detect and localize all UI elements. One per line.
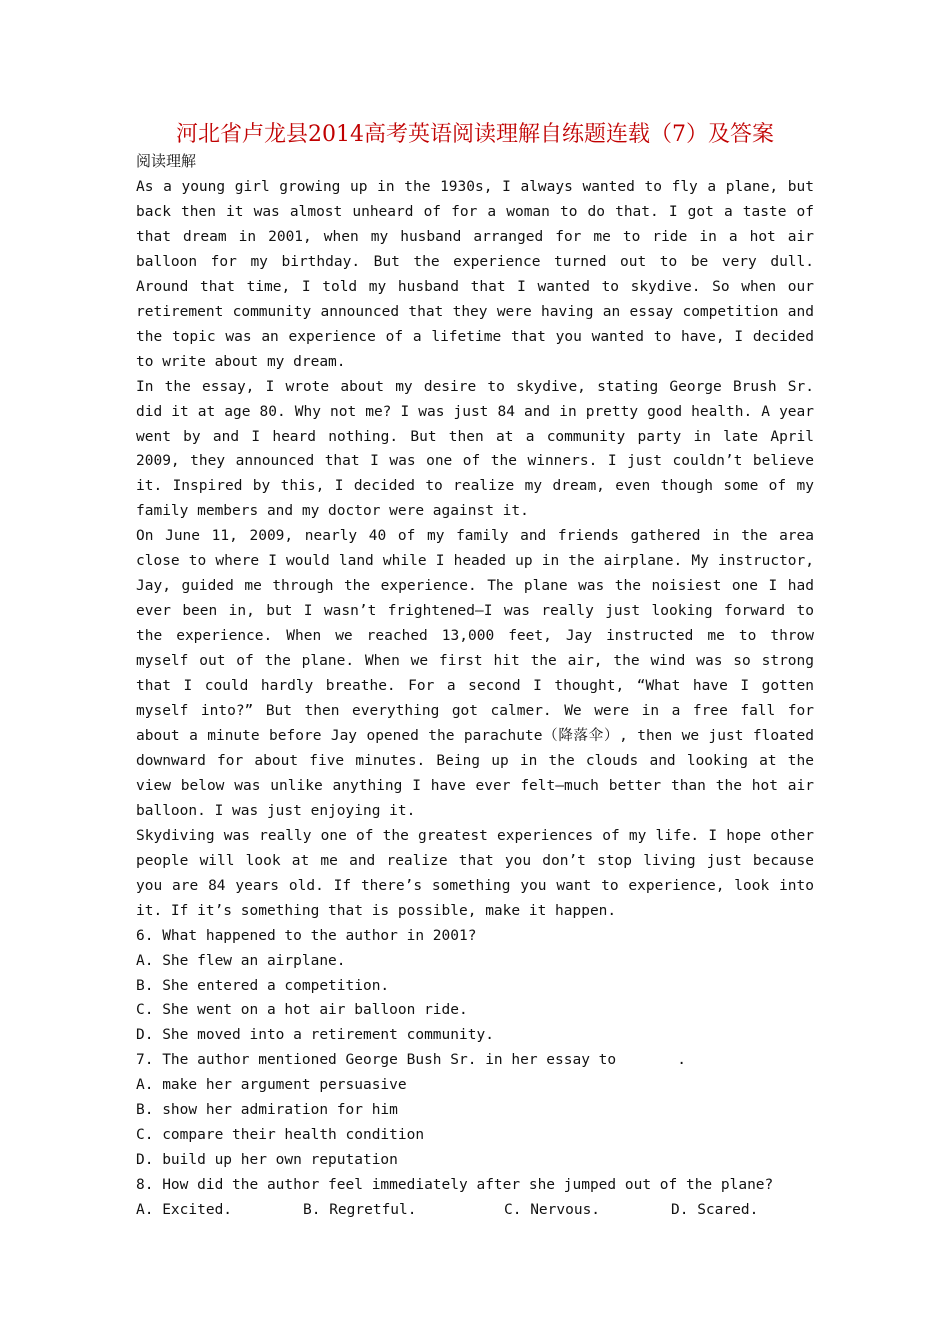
answer-option: D. build up her own reputation (136, 1152, 398, 1169)
question-stem: 7. The author mentioned George Bush Sr. in her essay to . (136, 1052, 686, 1069)
question-7 (136, 1048, 814, 1173)
answer-option: A. She flew an airplane. (136, 952, 346, 969)
document-title: 河北省卢龙县2014高考英语阅读理解自练题连载（7）及答案 (176, 122, 774, 147)
answer-option: D. Scared. (671, 1202, 759, 1219)
answer-option: B. show her admiration for him (136, 1102, 398, 1119)
section-label: 阅读理解 (136, 152, 197, 170)
answer-options-row (136, 1198, 814, 1223)
answer-option: C. compare their health condition (136, 1127, 425, 1144)
answer-option: C. She went on a hot air balloon ride. (136, 1002, 468, 1019)
question-stem: 6. What happened to the author in 2001? (136, 927, 477, 944)
question-stem: 8. How did the author feel immediately after she jumped out of the plane? (136, 1177, 774, 1194)
answer-option: A. make her argument persuasive (136, 1077, 407, 1094)
answer-option: B. Regretful. (303, 1202, 417, 1219)
passage-paragraph: As a young girl growing up in the 1930s, I always wanted to fly a plane, but back then it was almost unheard of for a woman to do that. I got a taste of that dream in 2001, when my husband arranged for me to ride in a hot air balloon for my birthday. But the experience turned out to be very dull. Around that time, I told my husband that I wanted to skydive. So when our retirement community announced that they were having an essay competition and the topic was an experience of a lifetime that you wanted to have, I decided to write about my dream. (136, 179, 814, 370)
answer-option: D. She moved into a retirement community. (136, 1027, 494, 1044)
answer-option: B. She entered a competition. (136, 977, 390, 994)
question-8 (136, 1173, 814, 1223)
passage-paragraph: Skydiving was really one of the greatest experiences of my life. I hope other people will look at me and realize that you don’t stop living just because you are 84 years old. If there’s something you want to experience, look into it. If it’s something that is possible, make it happen. (136, 827, 814, 919)
passage-paragraph: In the essay, I wrote about my desire to skydive, stating George Brush Sr. did it at age 80. Why not me? I was just 84 and in pretty good health. A year went by and I heard nothing. But then at a community party in late April 2009, they announced that I was one of the winners. I just couldn’t believe it. Inspired by this, I decided to realize my dream, even though some of my family members and my doctor were against it. (136, 378, 814, 520)
answer-option: A. Excited. (136, 1202, 233, 1219)
answer-option: C. Nervous. (504, 1202, 601, 1219)
question-6 (136, 924, 814, 1049)
passage-paragraph: On June 11, 2009, nearly 40 of my family and friends gathered in the area close to where I would land while I headed up in the airplane. My instructor, Jay, guided me through the experience. The plane was the noisiest one I had ever been in, but I wasn’t frightened—I was really just looking forward to the experience. When we reached 13,000 feet, Jay instructed me to throw myself out of the plane. When we first hit the air, the wind was so strong that I could hardly breathe. For a second I thought, “What have I gotten myself into?” But then everything got calmer. We were in a free fall for about a minute before Jay opened the parachute（降落伞）, then we just floated downward for about five minutes. Being up in the clouds and looking at the view below was unlike anything I have ever felt—much better than the hot air balloon. I was just enjoying it. (136, 528, 814, 819)
document-body (136, 175, 814, 1223)
